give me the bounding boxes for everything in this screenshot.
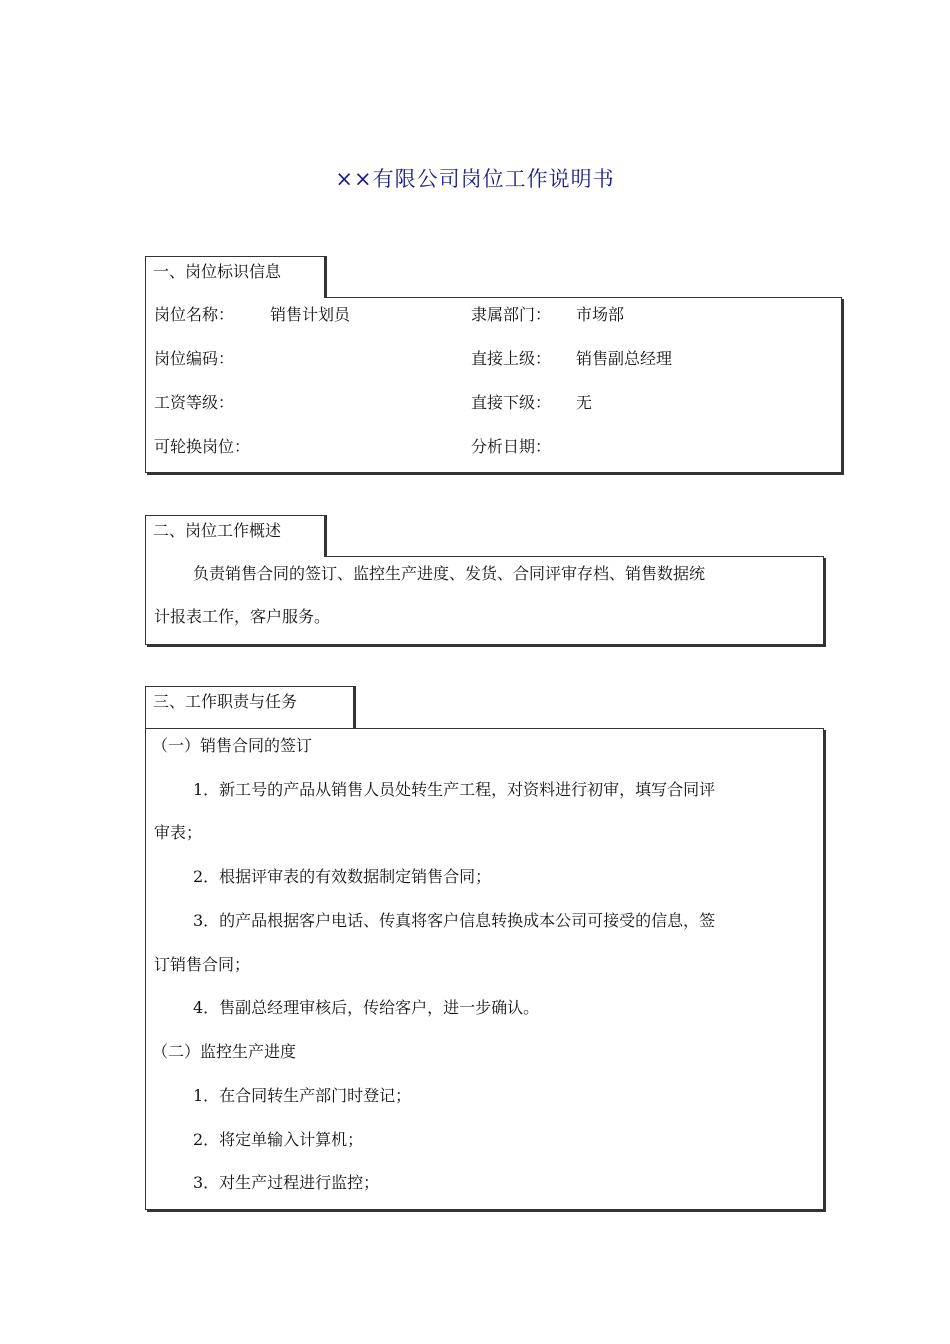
section3-box: [145, 728, 824, 1210]
section1-box: [145, 297, 842, 473]
section2-tab: [145, 515, 325, 557]
label-direct-superior: 直接上级：: [471, 349, 552, 368]
section2-heading: 二、岗位工作概述: [153, 521, 282, 540]
label-rotatable-position: 可轮换岗位：: [154, 437, 251, 456]
duty-item-1-2: 2．根据评审表的有效数据制定销售合同；: [193, 867, 492, 886]
label-salary-grade: 工资等级：: [154, 393, 235, 412]
duty-item-2-3: 3．对生产过程进行监控；: [193, 1173, 380, 1192]
duty-item-1-4: 4．售副总经理审核后，传给客户，进一步确认。: [193, 998, 540, 1017]
label-direct-subordinate: 直接下级：: [471, 393, 552, 412]
label-position-name: 岗位名称：: [154, 305, 235, 324]
duty-item-1-3-cont: 订销售合同；: [154, 955, 251, 974]
value-direct-superior: 销售副总经理: [576, 349, 673, 368]
section2-box: [145, 556, 824, 645]
section3-tab: [145, 686, 354, 728]
overview-line-1: 负责销售合同的签订、监控生产进度、发货、合同评审存档、销售数据统: [193, 564, 706, 583]
label-department: 隶属部门：: [471, 305, 552, 324]
overview-line-2: 计报表工作，客户服务。: [154, 607, 331, 626]
duty-item-2-2: 2．将定单输入计算机；: [193, 1130, 364, 1149]
section1-tab: [145, 256, 325, 298]
document-title: ××有限公司岗位工作说明书: [335, 167, 615, 191]
duty-item-2-1: 1．在合同转生产部门时登记；: [193, 1086, 412, 1105]
duty-item-1-3: 3．的产品根据客户电话、传真将客户信息转换成本公司可接受的信息，签: [193, 911, 716, 930]
value-position-name: 销售计划员: [270, 305, 351, 324]
duty-item-1-1: 1．新工号的产品从销售人员处转生产工程，对资料进行初审，填写合同评: [193, 780, 716, 799]
duty-item-1-1-cont: 审表；: [154, 823, 203, 842]
subheading-contract-signing: （一）销售合同的签订: [152, 736, 313, 755]
value-direct-subordinate: 无: [576, 393, 593, 412]
value-department: 市场部: [576, 305, 625, 324]
section1-heading: 一、岗位标识信息: [153, 262, 282, 281]
section3-heading: 三、工作职责与任务: [153, 692, 298, 711]
label-analysis-date: 分析日期：: [471, 437, 552, 456]
label-position-code: 岗位编码：: [154, 349, 235, 368]
subheading-production-monitoring: （二）监控生产进度: [152, 1042, 297, 1061]
